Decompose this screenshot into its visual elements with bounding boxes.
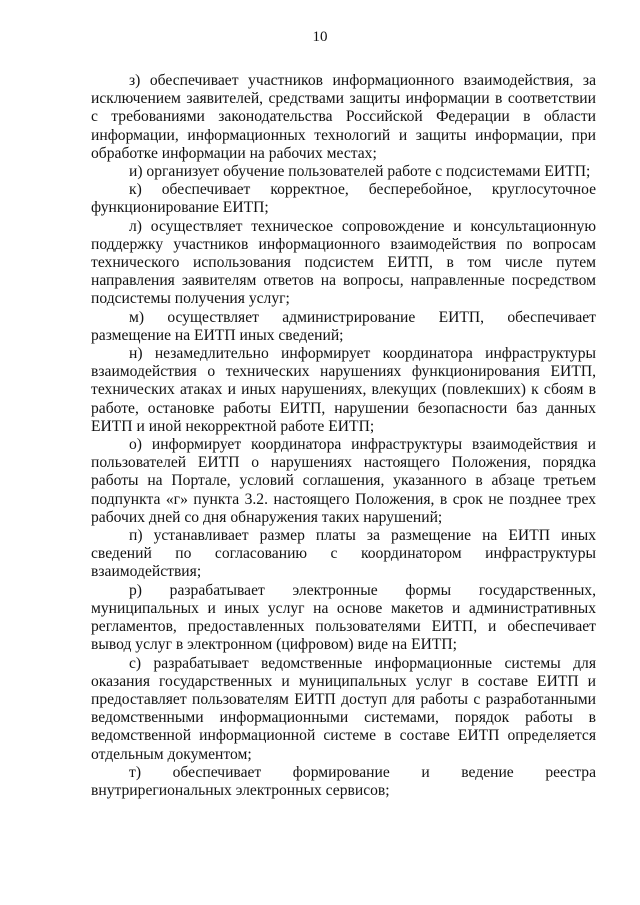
page-number: 10: [312, 29, 328, 45]
paragraph-o: о) информирует координатора инфраструктуры взаимодействия и пользователей ЕИТП о нарушениях настоящего Положения, порядка работы на Портале, условий соглашения, указанного в абзаце третьем подпункта «г» пункта 3.2. настоящего Положения, в срок не позднее трех рабочих дней со дня обнаружения таких нарушений;: [91, 436, 596, 526]
paragraph-m: м) осуществляет администрирование ЕИТП, обеспечивает размещение на ЕИТП иных сведений;: [91, 308, 596, 344]
paragraph-i: и) организует обучение пользователей работе с подсистемами ЕИТП;: [129, 163, 591, 181]
paragraph-r: р) разрабатывает электронные формы государственных, муниципальных и иных услуг на основе макетов и административных регламентов, предоставленных пользователями ЕИТП, и обеспечивает вывод услуг в электронном (цифровом) виде на ЕИТП;: [91, 581, 596, 654]
paragraph-p: п) устанавливает размер платы за размещение на ЕИТП иных сведений по согласованию с координатором инфраструктуры взаимодействия;: [91, 527, 596, 581]
paragraph-s: с) разрабатывает ведомственные информационные системы для оказания государственных и муниципальных услуг в составе ЕИТП и предоставляет пользователям ЕИТП доступ для работы с разработанными ведомственными информационными системами, порядок работы в ведомственной информационной системе в составе ЕИТП определяется отдельным документом;: [91, 654, 596, 763]
paragraph-t: т) обеспечивает формирование и ведение реестра внутрирегиональных электронных сервисов;: [91, 763, 596, 799]
document-body: [91, 72, 596, 800]
paragraph-k: к) обеспечивает корректное, бесперебойное, круглосуточное функционирование ЕИТП;: [91, 181, 596, 217]
paragraph-z: з) обеспечивает участников информационного взаимодействия, за исключением заявителей, средствами защиты информации в соответствии с требованиями законодательства Российской Федерации в области информации, информационных технологий и защиты информации, при обработке информации на рабочих местах;: [91, 72, 596, 162]
paragraph-n: н) незамедлительно информирует координатора инфраструктуры взаимодействия о технических нарушениях функционирования ЕИТП, технических атаках и иных нарушениях, влекущих (повлекших) к сбоям в работе, остановке работы ЕИТП, нарушении безопасности баз данных ЕИТП и иной некорректной работе ЕИТП;: [91, 345, 596, 435]
paragraph-l: л) осуществляет техническое сопровождение и консультационную поддержку участников информационного взаимодействия по вопросам технического использования подсистем ЕИТП, в том числе путем направления заявителям ответов на вопросы, направленные посредством подсистемы получения услуг;: [91, 217, 596, 308]
